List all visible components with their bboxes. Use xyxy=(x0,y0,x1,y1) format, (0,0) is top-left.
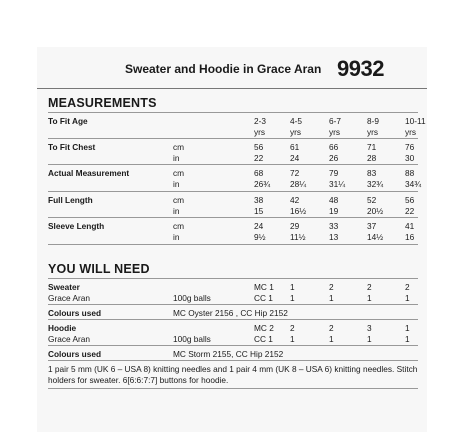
mc-quantity: 2 xyxy=(405,282,410,292)
in-value: 26 xyxy=(329,153,339,163)
cm-value: 68 xyxy=(254,168,264,178)
in-value: 22 xyxy=(405,206,415,216)
cm-value: 41 xyxy=(405,221,415,231)
cm-value: 33 xyxy=(329,221,339,231)
measurement-label: Actual Measurement xyxy=(48,168,130,178)
in-value: 30 xyxy=(405,153,415,163)
in-value: 24 xyxy=(290,153,300,163)
age-unit: yrs xyxy=(405,127,417,137)
unit-cm: cm xyxy=(173,221,185,231)
unit-in: in xyxy=(173,206,180,216)
header-divider xyxy=(37,88,427,89)
cm-value: 83 xyxy=(367,168,377,178)
yarn-name: Grace Aran xyxy=(48,293,90,303)
age-value: 8-9 xyxy=(367,116,379,126)
colours-label: Colours used xyxy=(48,349,102,359)
divider xyxy=(48,388,418,389)
cc-label: CC 1 xyxy=(254,334,273,344)
mc-quantity: 3 xyxy=(367,323,372,333)
cm-value: 52 xyxy=(367,195,377,205)
pattern-page xyxy=(37,47,427,432)
sweater-label: Sweater xyxy=(48,282,80,292)
mc-label: MC 1 xyxy=(254,282,274,292)
pattern-number: 9932 xyxy=(337,56,384,81)
divider xyxy=(48,191,418,192)
in-value: 20½ xyxy=(367,206,384,216)
hoodie-label: Hoodie xyxy=(48,323,77,333)
cm-value: 56 xyxy=(254,142,264,152)
in-value: 16 xyxy=(405,232,415,242)
cm-value: 71 xyxy=(367,142,377,152)
cm-value: 48 xyxy=(329,195,339,205)
colours-label: Colours used xyxy=(48,308,102,318)
mc-quantity: 2 xyxy=(290,323,295,333)
in-value: 22 xyxy=(254,153,264,163)
measurement-label: Sleeve Length xyxy=(48,221,105,231)
cc-quantity: 1 xyxy=(329,334,334,344)
cm-value: 42 xyxy=(290,195,300,205)
unit-cm: cm xyxy=(173,142,185,152)
mc-quantity: 2 xyxy=(329,282,334,292)
cc-quantity: 1 xyxy=(405,334,410,344)
age-unit: yrs xyxy=(367,127,379,137)
ball-weight: 100g balls xyxy=(173,334,211,344)
colours-value: MC Storm 2155, CC Hip 2152 xyxy=(173,349,284,359)
cm-value: 29 xyxy=(290,221,300,231)
divider xyxy=(48,345,418,346)
measurement-label: Full Length xyxy=(48,195,93,205)
mc-quantity: 1 xyxy=(290,282,295,292)
unit-cm: cm xyxy=(173,168,185,178)
mc-quantity: 2 xyxy=(367,282,372,292)
cm-value: 76 xyxy=(405,142,415,152)
page-header xyxy=(37,56,427,84)
in-value: 32¾ xyxy=(367,179,384,189)
divider xyxy=(48,244,418,245)
mc-label: MC 2 xyxy=(254,323,274,333)
divider xyxy=(48,304,418,305)
cm-value: 72 xyxy=(290,168,300,178)
cm-value: 24 xyxy=(254,221,264,231)
age-unit: yrs xyxy=(329,127,341,137)
cm-value: 79 xyxy=(329,168,339,178)
cm-value: 38 xyxy=(254,195,264,205)
divider xyxy=(48,138,418,139)
divider xyxy=(48,164,418,165)
in-value: 11½ xyxy=(290,232,306,242)
cc-quantity: 1 xyxy=(367,293,372,303)
divider xyxy=(48,278,418,279)
cm-value: 37 xyxy=(367,221,377,231)
cc-quantity: 1 xyxy=(290,334,295,344)
age-value: 2-3 xyxy=(254,116,266,126)
yarn-name: Grace Aran xyxy=(48,334,90,344)
unit-cm: cm xyxy=(173,195,185,205)
in-value: 26¾ xyxy=(254,179,271,189)
cc-quantity: 1 xyxy=(405,293,410,303)
in-value: 19 xyxy=(329,206,339,216)
in-value: 28 xyxy=(367,153,377,163)
in-value: 13 xyxy=(329,232,339,242)
divider xyxy=(48,360,418,361)
age-value: 10-11 xyxy=(405,116,426,126)
cm-value: 66 xyxy=(329,142,339,152)
unit-in: in xyxy=(173,179,180,189)
cc-quantity: 1 xyxy=(329,293,334,303)
in-value: 34¾ xyxy=(405,179,422,189)
needles-note: 1 pair 5 mm (UK 6 – USA 8) knitting needles and 1 pair 4 mm (UK 8 – USA 6) knitting needles. Stitch holders for sweater. 6[6:6:7:7] buttons for hoodie. xyxy=(48,364,418,385)
age-unit: yrs xyxy=(290,127,302,137)
cc-label: CC 1 xyxy=(254,293,273,303)
cc-quantity: 1 xyxy=(367,334,372,344)
pattern-title: Sweater and Hoodie in Grace Aran xyxy=(125,62,322,76)
in-value: 9½ xyxy=(254,232,266,242)
in-value: 14½ xyxy=(367,232,384,242)
colours-value: MC Oyster 2156 , CC Hip 2152 xyxy=(173,308,288,318)
age-value: 4-5 xyxy=(290,116,302,126)
cm-value: 56 xyxy=(405,195,415,205)
age-unit: yrs xyxy=(254,127,266,137)
you-will-need-heading: YOU WILL NEED xyxy=(48,262,150,276)
cm-value: 61 xyxy=(290,142,300,152)
mc-quantity: 1 xyxy=(405,323,410,333)
measurement-label: To Fit Chest xyxy=(48,142,96,152)
unit-in: in xyxy=(173,232,180,242)
in-value: 31¼ xyxy=(329,179,346,189)
cm-value: 88 xyxy=(405,168,415,178)
divider xyxy=(48,319,418,320)
divider xyxy=(48,217,418,218)
measurements-heading: MEASUREMENTS xyxy=(48,96,157,110)
in-value: 16½ xyxy=(290,206,307,216)
age-label: To Fit Age xyxy=(48,116,88,126)
mc-quantity: 2 xyxy=(329,323,334,333)
in-value: 15 xyxy=(254,206,264,216)
in-value: 28¼ xyxy=(290,179,307,189)
ball-weight: 100g balls xyxy=(173,293,211,303)
divider xyxy=(48,112,418,113)
age-value: 6-7 xyxy=(329,116,341,126)
cc-quantity: 1 xyxy=(290,293,295,303)
unit-in: in xyxy=(173,153,180,163)
